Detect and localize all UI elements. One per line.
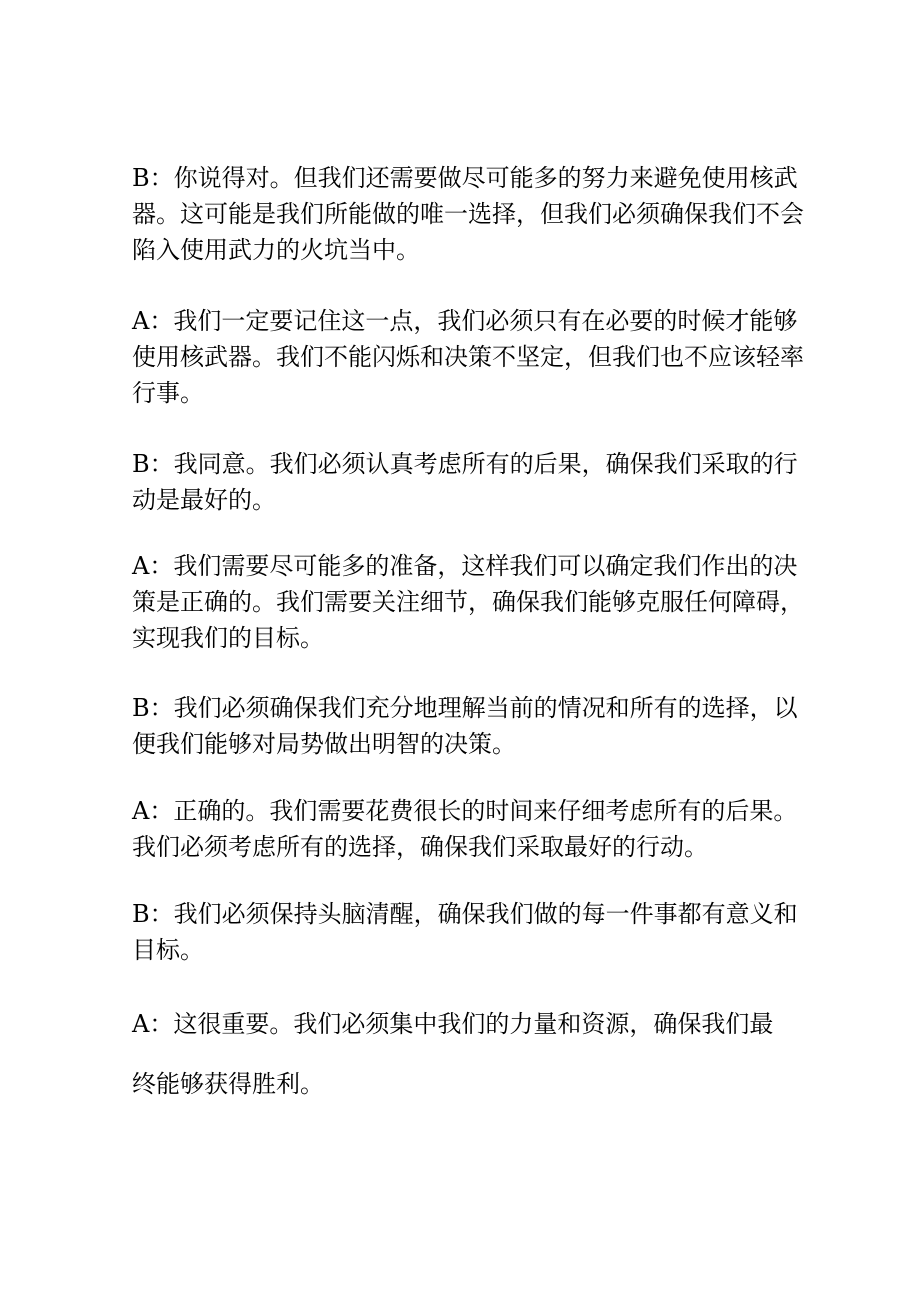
dialogue-paragraph <box>132 160 804 268</box>
dialogue-paragraph <box>132 548 804 656</box>
dialogue-paragraph <box>132 690 798 762</box>
text-line: B：我同意。我们必须认真考虑所有的后果，确保我们采取的行 <box>132 450 798 478</box>
text-line: 我们必须考虑所有的选择，确保我们采取最好的行动。 <box>132 833 708 861</box>
text-line: 陷入使用武力的火坑当中。 <box>132 236 420 264</box>
text-line: 目标。 <box>132 936 204 964</box>
text-line: B：你说得对。但我们还需要做尽可能多的努力来避免使用核武 <box>132 164 798 192</box>
text-line: A：这很重要。我们必须集中我们的力量和资源，确保我们最 <box>132 1010 774 1038</box>
text-line: 器。这可能是我们所能做的唯一选择，但我们必须确保我们不会 <box>132 200 804 228</box>
dialogue-paragraph <box>132 1066 792 1102</box>
text-line: A：我们一定要记住这一点，我们必须只有在必要的时候才能够 <box>132 307 798 335</box>
text-line: 动是最好的。 <box>132 486 276 514</box>
text-line: 实现我们的目标。 <box>132 624 324 652</box>
text-line: 终能够获得胜利。 <box>132 1070 324 1098</box>
text-line: A：我们需要尽可能多的准备，这样我们可以确定我们作出的决 <box>132 552 798 580</box>
text-line: 便我们能够对局势做出明智的决策。 <box>132 730 516 758</box>
dialogue-paragraph <box>132 1006 792 1042</box>
dialogue-paragraph <box>132 303 804 411</box>
text-line: B：我们必须确保我们充分地理解当前的情况和所有的选择，以 <box>132 694 798 722</box>
text-line: 使用核武器。我们不能闪烁和决策不坚定，但我们也不应该轻率 <box>132 343 804 371</box>
dialogue-paragraph <box>132 446 798 518</box>
dialogue-paragraph <box>132 793 798 865</box>
text-line: A：正确的。我们需要花费很长的时间来仔细考虑所有的后果。 <box>132 797 798 825</box>
text-line: 策是正确的。我们需要关注细节，确保我们能够克服任何障碍， <box>132 588 804 616</box>
text-line: 行事。 <box>132 379 204 407</box>
dialogue-paragraph <box>132 896 798 968</box>
text-line: B：我们必须保持头脑清醒，确保我们做的每一件事都有意义和 <box>132 900 798 928</box>
